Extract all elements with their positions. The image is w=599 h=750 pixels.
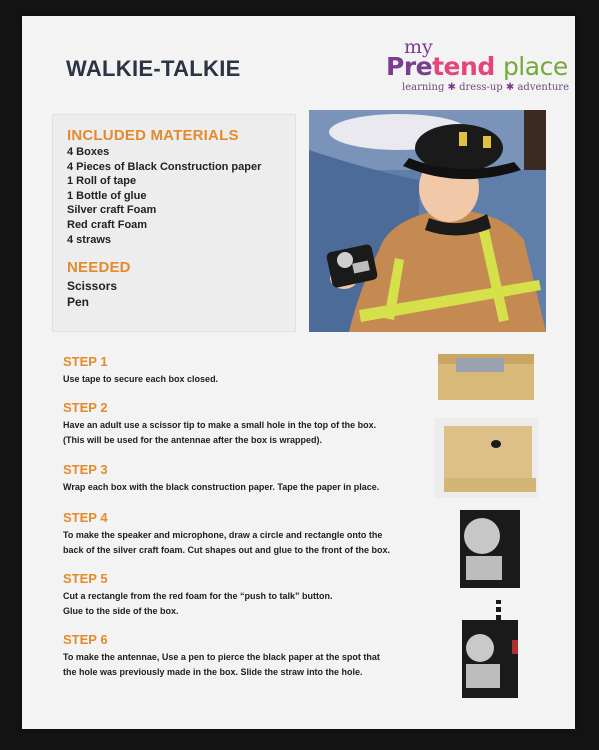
step-text: [63, 418, 433, 448]
step-heading: STEP 1: [63, 354, 108, 369]
list-item: Silver craft Foam: [67, 204, 157, 217]
box-with-hole-image: [434, 418, 538, 498]
step-text-line: Cut a rectangle from the red foam for the “push to talk” button.: [63, 591, 333, 601]
step-1: [63, 354, 433, 387]
list-item: Red craft Foam: [67, 218, 148, 231]
logo-wordmark-c: place: [502, 52, 568, 81]
black-box-speaker-image: [456, 508, 526, 590]
step-text: [63, 528, 433, 558]
step-text-line: back of the silver craft foam. Cut shapes out and glue to the front of the box.: [63, 545, 391, 555]
tagline-learning: learning: [402, 82, 445, 93]
photo-illustration: [309, 110, 546, 332]
tagline-sep-icon: ✱: [447, 82, 456, 93]
brand-logo: [382, 36, 569, 96]
logo-wordmark-a: Pre: [386, 52, 433, 81]
tagline-sep-icon: ✱: [505, 82, 515, 93]
step-heading: STEP 2: [63, 400, 108, 415]
list-item: 4 Pieces of Black Construction paper: [67, 160, 262, 173]
step-text: Wrap each box with the black construction paper. Tape the paper in place.: [63, 482, 380, 492]
child-firefighter-photo: [309, 110, 546, 332]
step-text-line: Glue to the side of the box.: [63, 606, 179, 616]
list-item: 1 Roll of tape: [67, 175, 137, 188]
tagline-dressup: dress-up: [459, 82, 503, 93]
step-text-line: the hole was previously made in the box. Slide the straw into the hole.: [63, 667, 363, 677]
materials-list: [67, 145, 261, 247]
logo-wordmark-b: tend: [432, 52, 495, 81]
step-4: [63, 510, 433, 558]
needed-list: [67, 278, 117, 310]
step-text: [63, 650, 433, 680]
instruction-sheet: [22, 16, 575, 729]
page-title: WALKIE-TALKIE: [66, 56, 241, 81]
step-heading: STEP 3: [63, 462, 108, 477]
taped-box-image: [434, 348, 538, 406]
step-heading: STEP 5: [63, 571, 108, 586]
step-text-line: (This will be used for the antennae after the box is wrapped).: [63, 435, 323, 445]
step-heading: STEP 6: [63, 632, 108, 647]
step-text-line: To make the speaker and microphone, draw a circle and rectangle onto the: [63, 530, 383, 540]
step-text-line: Have an adult use a scissor tip to make a small hole in the top of the box.: [63, 420, 377, 430]
tagline-adventure: adventure: [517, 82, 569, 93]
list-item: 4 straws: [67, 233, 112, 246]
step-2: [63, 400, 433, 448]
step-5: [63, 571, 433, 619]
step-4-photo: [456, 508, 526, 590]
step-6: [63, 632, 433, 680]
logo-wordmark: [386, 52, 568, 81]
list-item: Pen: [67, 295, 90, 309]
logo-tagline: [402, 82, 569, 93]
materials-heading: INCLUDED MATERIALS: [67, 127, 239, 144]
materials-box: [52, 114, 296, 332]
step-text-line: To make the antennae, Use a pen to pierce the black paper at the spot that: [63, 652, 380, 662]
finished-walkie-talkie-image: [458, 600, 524, 704]
step-1-photo: [434, 348, 538, 406]
step-2-photo: [434, 418, 538, 498]
step-text: [63, 589, 433, 619]
list-item: 1 Bottle of glue: [67, 189, 147, 202]
list-item: 4 Boxes: [67, 146, 110, 158]
list-item: Scissors: [67, 279, 118, 293]
step-heading: STEP 4: [63, 510, 108, 525]
step-3: [63, 462, 433, 495]
step-text: Use tape to secure each box closed.: [63, 374, 219, 384]
logo-my: my: [404, 36, 433, 58]
step-6-photo: [458, 600, 524, 704]
needed-heading: NEEDED: [67, 259, 131, 276]
